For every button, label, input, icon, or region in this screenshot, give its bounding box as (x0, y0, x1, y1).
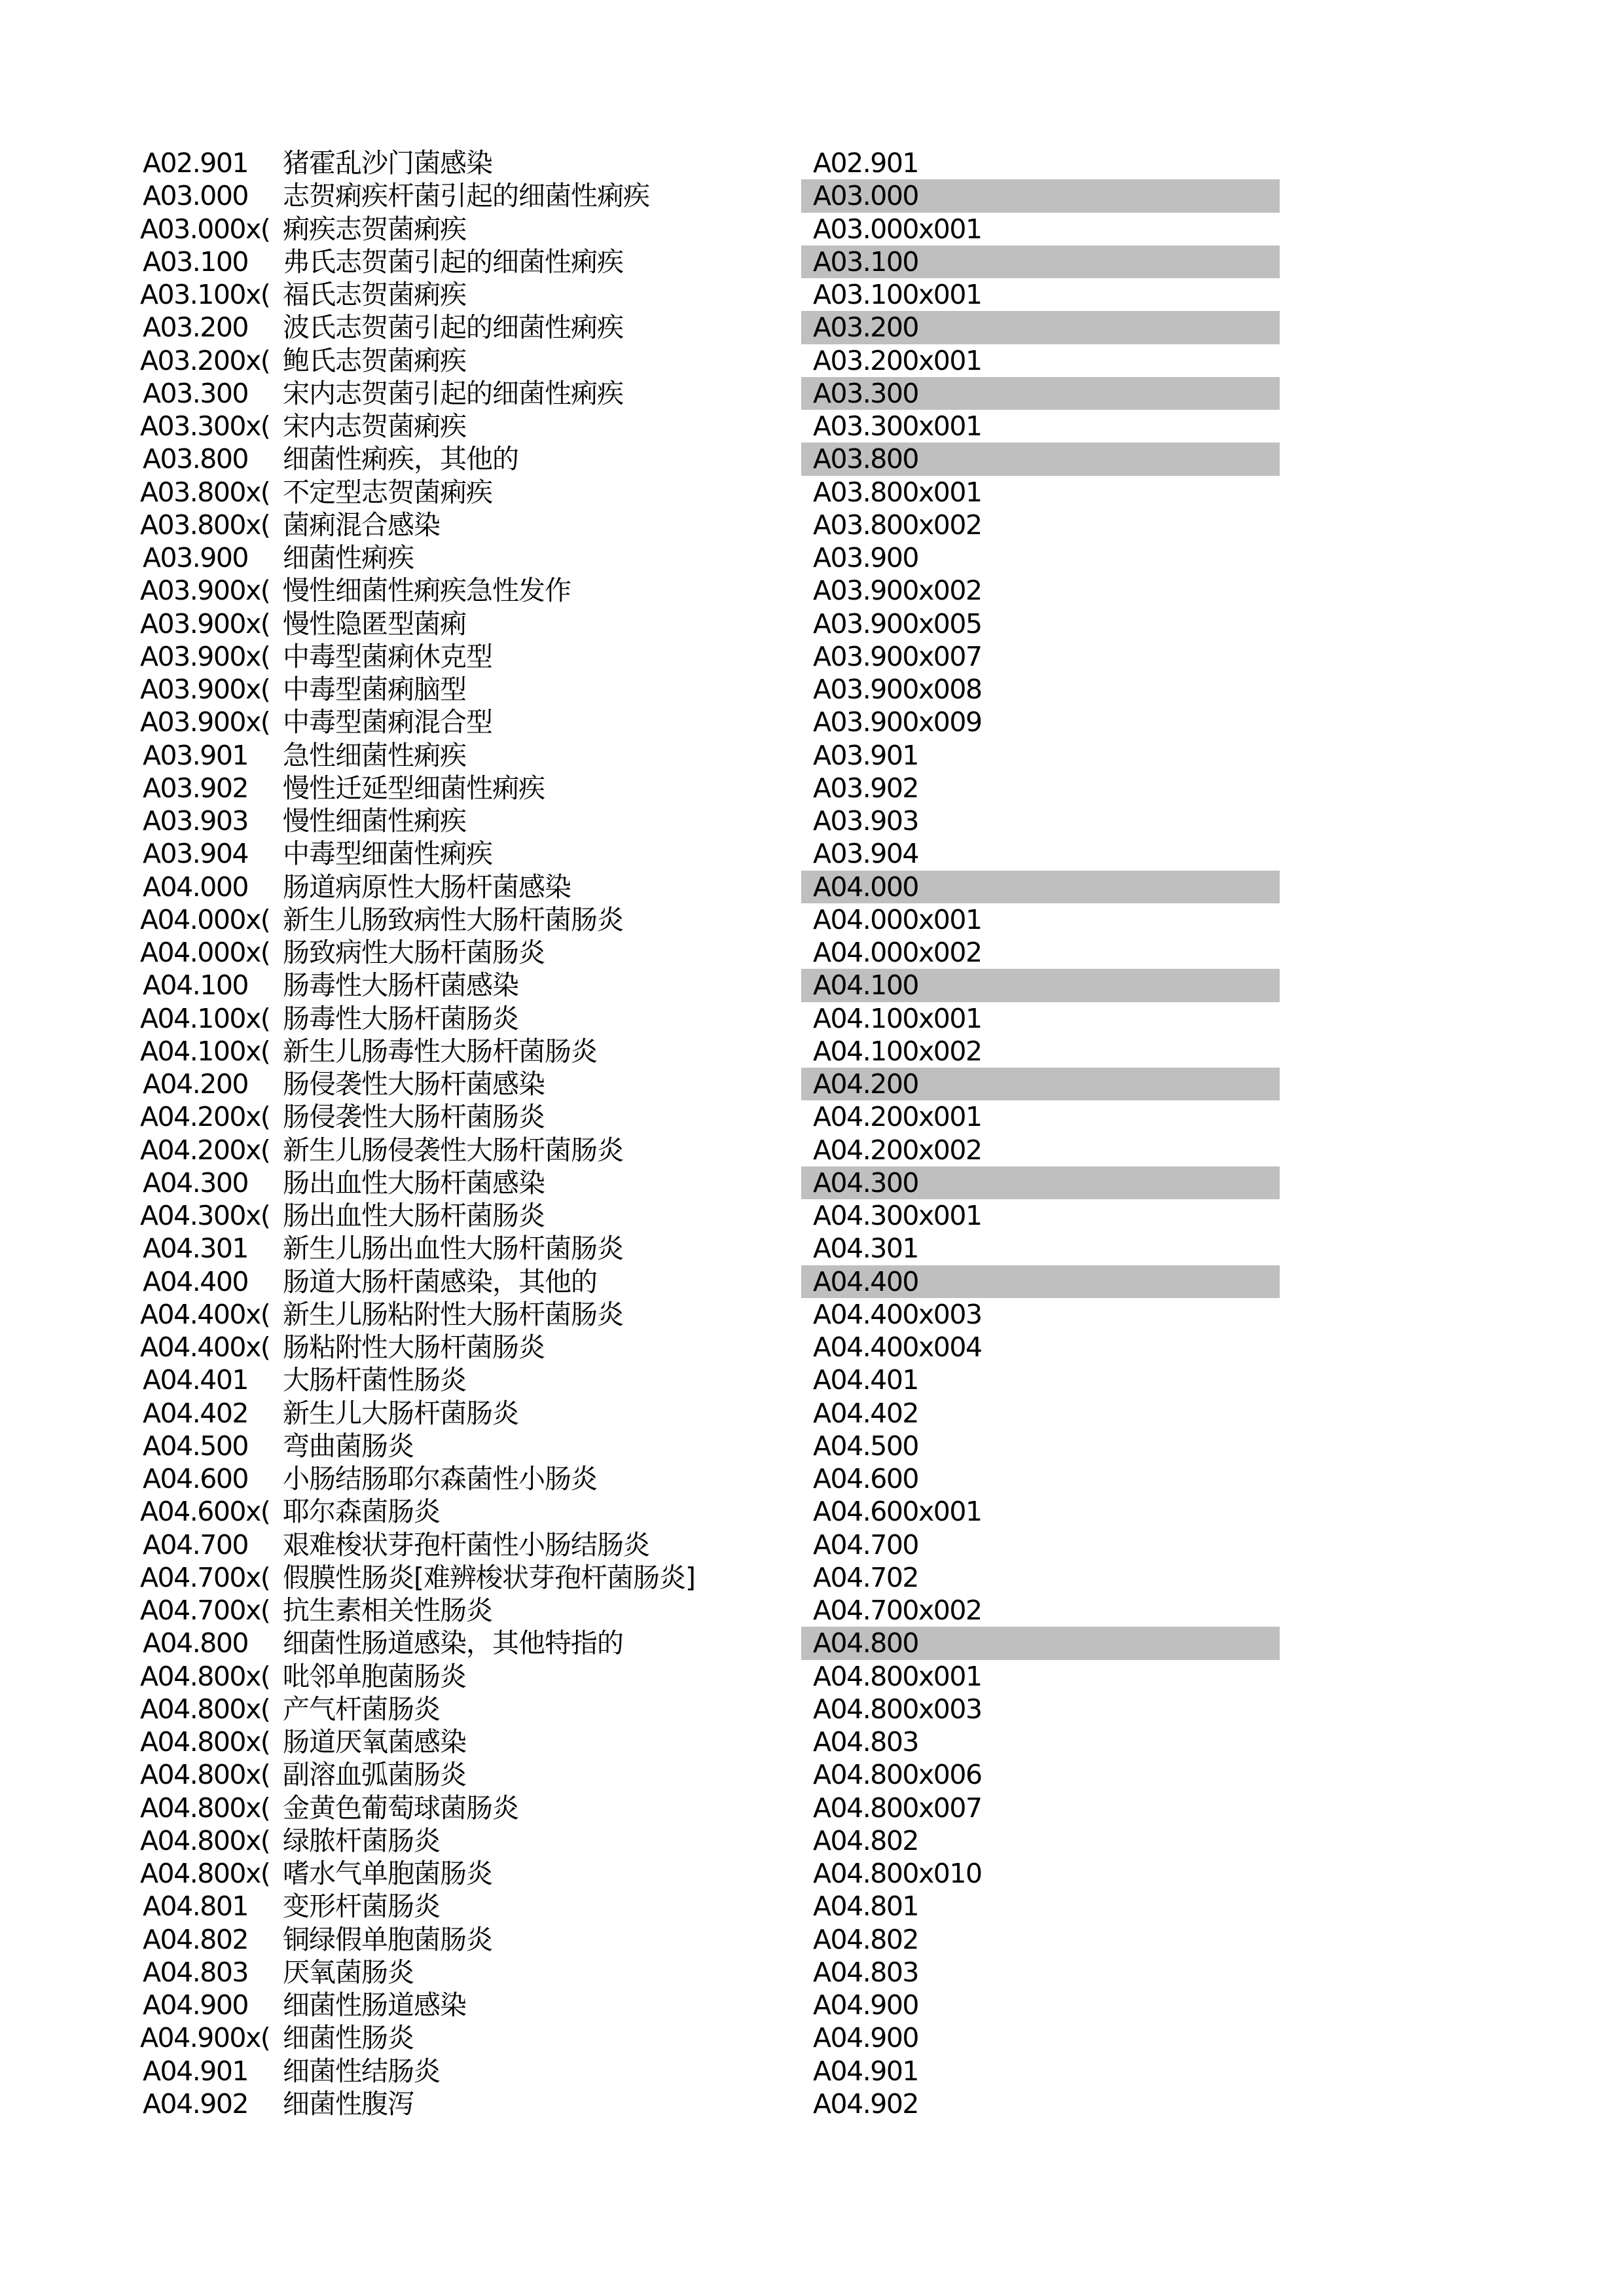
diagnosis-code-cell[interactable]: A04.800x( (140, 1693, 270, 1725)
mapped-code-cell-highlighted[interactable]: A03.300 (801, 377, 1280, 410)
diagnosis-code-cell[interactable]: A03.900x( (140, 607, 270, 640)
diagnosis-code-cell[interactable]: A04.803 (143, 1956, 249, 1988)
diagnosis-code-cell[interactable]: A03.900x( (140, 640, 270, 672)
table-row (0, 443, 1624, 475)
diagnosis-name-cell[interactable]: 中毒型细菌性痢疾 (283, 838, 492, 870)
diagnosis-code-cell[interactable]: A03.300 (143, 377, 249, 409)
table-row (0, 903, 1624, 936)
diagnosis-code-cell[interactable]: A03.100x( (140, 279, 270, 310)
mapped-code-cell-highlighted[interactable]: A04.800 (801, 1627, 1280, 1659)
diagnosis-name-cell[interactable]: 肠致病性大肠杆菌肠炎 (283, 937, 545, 968)
diagnosis-name-cell[interactable]: 金黄色葡萄球菌肠炎 (283, 1792, 518, 1824)
mapped-code-cell[interactable]: A03.900x005 (813, 607, 982, 640)
diagnosis-code-cell[interactable]: A04.100 (143, 969, 249, 1002)
diagnosis-name-cell[interactable]: 铜绿假单胞菌肠炎 (283, 1923, 492, 1955)
mapped-code-cell[interactable]: A04.600x001 (813, 1496, 982, 1528)
mapped-code-cell[interactable]: A04.200x002 (813, 1134, 982, 1166)
mapped-code-cell[interactable]: A04.802 (813, 1923, 919, 1955)
table-row (0, 1989, 1624, 2021)
diagnosis-name-cell[interactable]: 新生儿肠毒性大肠杆菌肠炎 (283, 1035, 597, 1067)
diagnosis-name-cell[interactable]: 细菌性肠道感染，其他特指的 (283, 1627, 623, 1659)
table-row (0, 772, 1624, 804)
mapped-code-cell[interactable]: A04.700 (813, 1528, 919, 1561)
table-row (0, 1298, 1624, 1331)
mapped-code-cell[interactable]: A04.600 (813, 1463, 919, 1494)
diagnosis-code-cell[interactable]: A04.300 (143, 1166, 249, 1199)
diagnosis-code-cell[interactable]: A03.100 (143, 245, 249, 278)
diagnosis-code-cell[interactable]: A04.402 (143, 1397, 249, 1429)
mapped-code-cell[interactable]: A03.901 (813, 739, 919, 771)
table-row (0, 1100, 1624, 1133)
diagnosis-name-cell[interactable]: 猪霍乱沙门菌感染 (283, 147, 492, 179)
diagnosis-name-cell[interactable]: 慢性细菌性痢疾 (283, 805, 466, 837)
mapped-code-cell-highlighted[interactable]: A03.200 (801, 311, 1280, 344)
diagnosis-name-cell[interactable]: 细菌性痢疾 (283, 542, 414, 573)
diagnosis-code-cell[interactable]: A04.600x( (140, 1496, 270, 1528)
diagnosis-code-cell[interactable]: A03.901 (143, 739, 249, 771)
mapped-code-cell[interactable]: A04.402 (813, 1397, 919, 1429)
mapped-code-cell[interactable]: A04.902 (813, 2087, 919, 2120)
mapped-code-cell[interactable]: A04.500 (813, 1430, 919, 1462)
diagnosis-name-cell[interactable]: 痢疾志贺菌痢疾 (283, 213, 466, 245)
diagnosis-name-cell[interactable]: 急性细菌性痢疾 (283, 739, 466, 771)
diagnosis-name-cell[interactable]: 慢性迁延型细菌性痢疾 (283, 772, 545, 804)
diagnosis-name-cell[interactable]: 副溶血弧菌肠炎 (283, 1759, 466, 1791)
table-row (0, 476, 1624, 509)
mapped-code-cell[interactable]: A02.901 (813, 147, 919, 179)
diagnosis-name-cell[interactable]: 绿脓杆菌肠炎 (283, 1824, 440, 1856)
table-row (0, 1594, 1624, 1627)
diagnosis-code-cell[interactable]: A04.401 (143, 1364, 249, 1396)
mapped-code-cell[interactable]: A04.803 (813, 1726, 919, 1758)
table-row (0, 410, 1624, 443)
table-row (0, 1726, 1624, 1758)
mapped-code-cell[interactable]: A04.200x001 (813, 1101, 982, 1133)
mapped-code-cell[interactable]: A04.000x002 (813, 937, 982, 968)
diagnosis-code-cell[interactable]: A04.902 (143, 2087, 249, 2120)
diagnosis-code-cell[interactable]: A03.000x( (140, 213, 270, 245)
diagnosis-name-cell[interactable]: 产气杆菌肠炎 (283, 1693, 440, 1725)
diagnosis-code-cell[interactable]: A04.800x( (140, 1660, 270, 1692)
diagnosis-name-cell[interactable]: 不定型志贺菌痢疾 (283, 476, 492, 508)
diagnosis-code-cell[interactable]: A04.200 (143, 1068, 249, 1100)
mapped-code-cell[interactable]: A04.801 (813, 1890, 919, 1923)
diagnosis-name-cell[interactable]: 中毒型菌痢脑型 (283, 674, 466, 705)
table-row (0, 607, 1624, 640)
mapped-code-cell[interactable]: A04.900 (813, 1989, 919, 2021)
table-row (0, 344, 1624, 377)
mapped-code-cell[interactable]: A03.000x001 (813, 213, 982, 245)
code-mapping-sheet (0, 147, 1624, 2120)
mapped-code-cell[interactable]: A03.900x007 (813, 640, 982, 672)
diagnosis-name-cell[interactable]: 志贺痢疾杆菌引起的细菌性痢疾 (283, 180, 649, 212)
table-row (0, 2055, 1624, 2087)
diagnosis-name-cell[interactable]: 细菌性结肠炎 (283, 2055, 440, 2087)
diagnosis-code-cell[interactable]: A04.800 (143, 1627, 249, 1659)
diagnosis-name-cell[interactable]: 鲍氏志贺菌痢疾 (283, 344, 466, 376)
mapped-code-cell[interactable]: A03.200x001 (813, 344, 982, 376)
table-row (0, 706, 1624, 738)
mapped-code-cell[interactable]: A03.900x009 (813, 706, 982, 738)
diagnosis-code-cell[interactable]: A04.900 (143, 1989, 249, 2021)
table-row (0, 1890, 1624, 1923)
diagnosis-code-cell[interactable]: A04.800x( (140, 1824, 270, 1856)
diagnosis-name-cell[interactable]: 宋内志贺菌引起的细菌性痢疾 (283, 377, 623, 409)
mapped-code-cell[interactable]: A04.700x002 (813, 1595, 982, 1626)
diagnosis-code-cell[interactable]: A04.600 (143, 1463, 249, 1494)
mapped-code-cell[interactable]: A04.000x001 (813, 903, 982, 935)
mapped-code-cell[interactable]: A04.800x001 (813, 1660, 982, 1692)
diagnosis-name-cell[interactable]: 弯曲菌肠炎 (283, 1430, 414, 1462)
diagnosis-code-cell[interactable]: A04.901 (143, 2055, 249, 2087)
diagnosis-code-cell[interactable]: A04.100x( (140, 1002, 270, 1034)
table-row (0, 673, 1624, 706)
diagnosis-name-cell[interactable]: 肠道大肠杆菌感染，其他的 (283, 1265, 597, 1297)
table-row (0, 1758, 1624, 1791)
diagnosis-code-cell[interactable]: A03.904 (143, 838, 249, 870)
diagnosis-code-cell[interactable]: A03.900 (143, 542, 249, 573)
table-row (0, 969, 1624, 1002)
table-row (0, 837, 1624, 870)
diagnosis-name-cell[interactable]: 嗜水气单胞菌肠炎 (283, 1858, 492, 1889)
diagnosis-name-cell[interactable]: 菌痢混合感染 (283, 509, 440, 541)
mapped-code-cell-highlighted[interactable]: A03.100 (801, 245, 1280, 278)
diagnosis-name-cell[interactable]: 肠道病原性大肠杆菌感染 (283, 871, 571, 903)
diagnosis-code-cell[interactable]: A04.800x( (140, 1792, 270, 1824)
table-row (0, 1199, 1624, 1232)
table-row (0, 1495, 1624, 1528)
mapped-code-cell[interactable]: A04.800x010 (813, 1858, 982, 1889)
mapped-code-cell[interactable]: A03.800x001 (813, 476, 982, 508)
diagnosis-code-cell[interactable]: A04.100x( (140, 1035, 270, 1067)
diagnosis-name-cell[interactable]: 肠侵袭性大肠杆菌肠炎 (283, 1101, 545, 1133)
diagnosis-name-cell[interactable]: 弗氏志贺菌引起的细菌性痢疾 (283, 245, 623, 278)
mapped-code-cell[interactable]: A04.100x002 (813, 1035, 982, 1067)
mapped-code-cell-highlighted[interactable]: A04.100 (801, 969, 1280, 1002)
diagnosis-name-cell[interactable]: 新生儿肠粘附性大肠杆菌肠炎 (283, 1298, 623, 1330)
mapped-code-cell[interactable]: A04.401 (813, 1364, 919, 1396)
table-row (0, 509, 1624, 541)
diagnosis-name-cell[interactable]: 中毒型菌痢休克型 (283, 640, 492, 672)
table-row (0, 147, 1624, 179)
table-row (0, 936, 1624, 969)
mapped-code-cell[interactable]: A04.800x006 (813, 1759, 982, 1791)
table-row (0, 278, 1624, 311)
diagnosis-name-cell[interactable]: 细菌性肠炎 (283, 2022, 414, 2054)
diagnosis-name-cell[interactable]: 细菌性肠道感染 (283, 1989, 466, 2021)
table-row (0, 804, 1624, 837)
diagnosis-code-cell[interactable]: A03.900x( (140, 674, 270, 705)
diagnosis-code-cell[interactable]: A04.200x( (140, 1134, 270, 1166)
table-row (0, 179, 1624, 212)
table-row (0, 1397, 1624, 1430)
diagnosis-code-cell[interactable]: A04.000x( (140, 903, 270, 935)
diagnosis-code-cell[interactable]: A03.900x( (140, 706, 270, 738)
table-row (0, 1792, 1624, 1824)
diagnosis-name-cell[interactable]: 肠出血性大肠杆菌感染 (283, 1166, 545, 1199)
table-row (0, 245, 1624, 278)
mapped-code-cell[interactable]: A04.300x001 (813, 1200, 982, 1231)
diagnosis-name-cell[interactable]: 变形杆菌肠炎 (283, 1890, 440, 1923)
table-row (0, 1561, 1624, 1594)
mapped-code-cell-highlighted[interactable]: A04.300 (801, 1166, 1280, 1199)
mapped-code-cell-highlighted[interactable]: A04.000 (801, 871, 1280, 903)
diagnosis-name-cell[interactable]: 细菌性痢疾，其他的 (283, 443, 518, 475)
mapped-code-cell[interactable]: A03.902 (813, 772, 919, 804)
table-row (0, 1956, 1624, 1989)
diagnosis-name-cell[interactable]: 抗生素相关性肠炎 (283, 1595, 492, 1626)
diagnosis-name-cell[interactable]: 肠出血性大肠杆菌肠炎 (283, 1200, 545, 1231)
table-row (0, 2021, 1624, 2054)
diagnosis-code-cell[interactable]: A04.700 (143, 1528, 249, 1561)
diagnosis-name-cell[interactable]: 细菌性腹泻 (283, 2087, 414, 2120)
table-row (0, 1265, 1624, 1298)
diagnosis-name-cell[interactable]: 肠毒性大肠杆菌感染 (283, 969, 518, 1002)
diagnosis-name-cell[interactable]: 吡邻单胞菌肠炎 (283, 1660, 466, 1692)
table-row (0, 1331, 1624, 1364)
table-row (0, 377, 1624, 410)
diagnosis-name-cell[interactable]: 宋内志贺菌痢疾 (283, 410, 466, 442)
diagnosis-name-cell[interactable]: 中毒型菌痢混合型 (283, 706, 492, 738)
diagnosis-code-cell[interactable]: A02.901 (143, 147, 249, 179)
diagnosis-code-cell[interactable]: A04.400x( (140, 1298, 270, 1330)
diagnosis-code-cell[interactable]: A03.800 (143, 443, 249, 475)
diagnosis-name-cell[interactable]: 肠道厌氧菌感染 (283, 1726, 466, 1758)
mapped-code-cell[interactable]: A03.100x001 (813, 279, 982, 310)
diagnosis-name-cell[interactable]: 慢性细菌性痢疾急性发作 (283, 575, 571, 607)
diagnosis-code-cell[interactable]: A04.000 (143, 871, 249, 903)
table-row (0, 213, 1624, 245)
diagnosis-code-cell[interactable]: A04.801 (143, 1890, 249, 1923)
diagnosis-code-cell[interactable]: A04.800x( (140, 1858, 270, 1889)
diagnosis-name-cell[interactable]: 耶尔森菌肠炎 (283, 1496, 440, 1528)
diagnosis-name-cell[interactable]: 新生儿肠致病性大肠杆菌肠炎 (283, 903, 623, 935)
diagnosis-name-cell[interactable]: 新生儿肠出血性大肠杆菌肠炎 (283, 1233, 623, 1265)
mapped-code-cell[interactable]: A04.800x003 (813, 1693, 982, 1725)
table-row (0, 1035, 1624, 1068)
mapped-code-cell-highlighted[interactable]: A04.200 (801, 1068, 1280, 1100)
diagnosis-code-cell[interactable]: A04.900x( (140, 2022, 270, 2054)
diagnosis-code-cell[interactable]: A03.200 (143, 312, 249, 344)
diagnosis-code-cell[interactable]: A03.000 (143, 180, 249, 212)
diagnosis-code-cell[interactable]: A04.200x( (140, 1101, 270, 1133)
diagnosis-code-cell[interactable]: A04.700x( (140, 1595, 270, 1626)
mapped-code-cell-highlighted[interactable]: A04.400 (801, 1265, 1280, 1298)
table-row (0, 1430, 1624, 1462)
table-row (0, 541, 1624, 574)
mapped-code-cell[interactable]: A03.904 (813, 838, 919, 870)
diagnosis-code-cell[interactable]: A04.400 (143, 1265, 249, 1297)
mapped-code-cell[interactable]: A03.903 (813, 805, 919, 837)
mapped-code-cell-highlighted[interactable]: A03.800 (801, 443, 1280, 475)
mapped-code-cell[interactable]: A04.800x007 (813, 1792, 982, 1824)
diagnosis-code-cell[interactable]: A04.500 (143, 1430, 249, 1462)
diagnosis-name-cell[interactable]: 艰难梭状芽孢杆菌性小肠结肠炎 (283, 1528, 649, 1561)
table-row (0, 1134, 1624, 1166)
table-row (0, 1923, 1624, 1956)
table-row (0, 1462, 1624, 1495)
diagnosis-code-cell[interactable]: A04.000x( (140, 937, 270, 968)
mapped-code-cell[interactable]: A03.900x002 (813, 575, 982, 607)
table-row (0, 1627, 1624, 1659)
diagnosis-name-cell[interactable]: 福氏志贺菌痢疾 (283, 279, 466, 310)
diagnosis-code-cell[interactable]: A04.802 (143, 1923, 249, 1955)
mapped-code-cell-highlighted[interactable]: A03.000 (801, 179, 1280, 212)
mapped-code-cell[interactable]: A04.400x003 (813, 1298, 982, 1330)
mapped-code-cell[interactable]: A04.301 (813, 1233, 919, 1265)
table-row (0, 739, 1624, 772)
table-row (0, 1660, 1624, 1693)
table-row (0, 1857, 1624, 1890)
diagnosis-name-cell[interactable]: 假膜性肠炎[难辨梭状芽孢杆菌肠炎] (283, 1561, 695, 1593)
diagnosis-code-cell[interactable]: A03.300x( (140, 410, 270, 442)
mapped-code-cell[interactable]: A04.901 (813, 2055, 919, 2087)
table-row (0, 1166, 1624, 1199)
diagnosis-code-cell[interactable]: A04.800x( (140, 1759, 270, 1791)
mapped-code-cell[interactable]: A03.900 (813, 542, 919, 573)
diagnosis-name-cell[interactable]: 肠粘附性大肠杆菌肠炎 (283, 1331, 545, 1363)
mapped-code-cell[interactable]: A04.802 (813, 1824, 919, 1856)
table-row (0, 640, 1624, 673)
mapped-code-cell[interactable]: A03.900x008 (813, 674, 982, 705)
mapped-code-cell[interactable]: A03.300x001 (813, 410, 982, 442)
diagnosis-code-cell[interactable]: A04.700x( (140, 1561, 270, 1593)
diagnosis-code-cell[interactable]: A04.800x( (140, 1726, 270, 1758)
diagnosis-name-cell[interactable]: 肠毒性大肠杆菌肠炎 (283, 1002, 518, 1034)
table-row (0, 871, 1624, 903)
diagnosis-code-cell[interactable]: A03.800x( (140, 476, 270, 508)
table-row (0, 1232, 1624, 1265)
mapped-code-cell[interactable]: A04.900 (813, 2022, 919, 2054)
diagnosis-code-cell[interactable]: A04.300x( (140, 1200, 270, 1231)
diagnosis-name-cell[interactable]: 新生儿肠侵袭性大肠杆菌肠炎 (283, 1134, 623, 1166)
table-row (0, 1824, 1624, 1857)
mapped-code-cell[interactable]: A04.100x001 (813, 1002, 982, 1034)
diagnosis-code-cell[interactable]: A03.903 (143, 805, 249, 837)
mapped-code-cell[interactable]: A03.800x002 (813, 509, 982, 541)
table-row (0, 311, 1624, 344)
diagnosis-code-cell[interactable]: A03.902 (143, 772, 249, 804)
table-row (0, 1364, 1624, 1396)
diagnosis-code-cell[interactable]: A03.200x( (140, 344, 270, 376)
diagnosis-name-cell[interactable]: 新生儿大肠杆菌肠炎 (283, 1397, 518, 1429)
table-row (0, 2087, 1624, 2120)
diagnosis-code-cell[interactable]: A04.301 (143, 1233, 249, 1265)
diagnosis-name-cell[interactable]: 大肠杆菌性肠炎 (283, 1364, 466, 1396)
table-row (0, 574, 1624, 607)
diagnosis-code-cell[interactable]: A03.800x( (140, 509, 270, 541)
table-row (0, 1693, 1624, 1726)
diagnosis-code-cell[interactable]: A04.400x( (140, 1331, 270, 1363)
table-row (0, 1002, 1624, 1035)
table-row (0, 1528, 1624, 1561)
mapped-code-cell[interactable]: A04.803 (813, 1956, 919, 1988)
table-row (0, 1068, 1624, 1100)
mapped-code-cell[interactable]: A04.400x004 (813, 1331, 982, 1363)
diagnosis-code-cell[interactable]: A03.900x( (140, 575, 270, 607)
diagnosis-name-cell[interactable]: 小肠结肠耶尔森菌性小肠炎 (283, 1463, 597, 1494)
diagnosis-name-cell[interactable]: 波氏志贺菌引起的细菌性痢疾 (283, 312, 623, 344)
diagnosis-name-cell[interactable]: 肠侵袭性大肠杆菌感染 (283, 1068, 545, 1100)
diagnosis-name-cell[interactable]: 慢性隐匿型菌痢 (283, 607, 466, 640)
diagnosis-name-cell[interactable]: 厌氧菌肠炎 (283, 1956, 414, 1988)
mapped-code-cell[interactable]: A04.702 (813, 1561, 919, 1593)
